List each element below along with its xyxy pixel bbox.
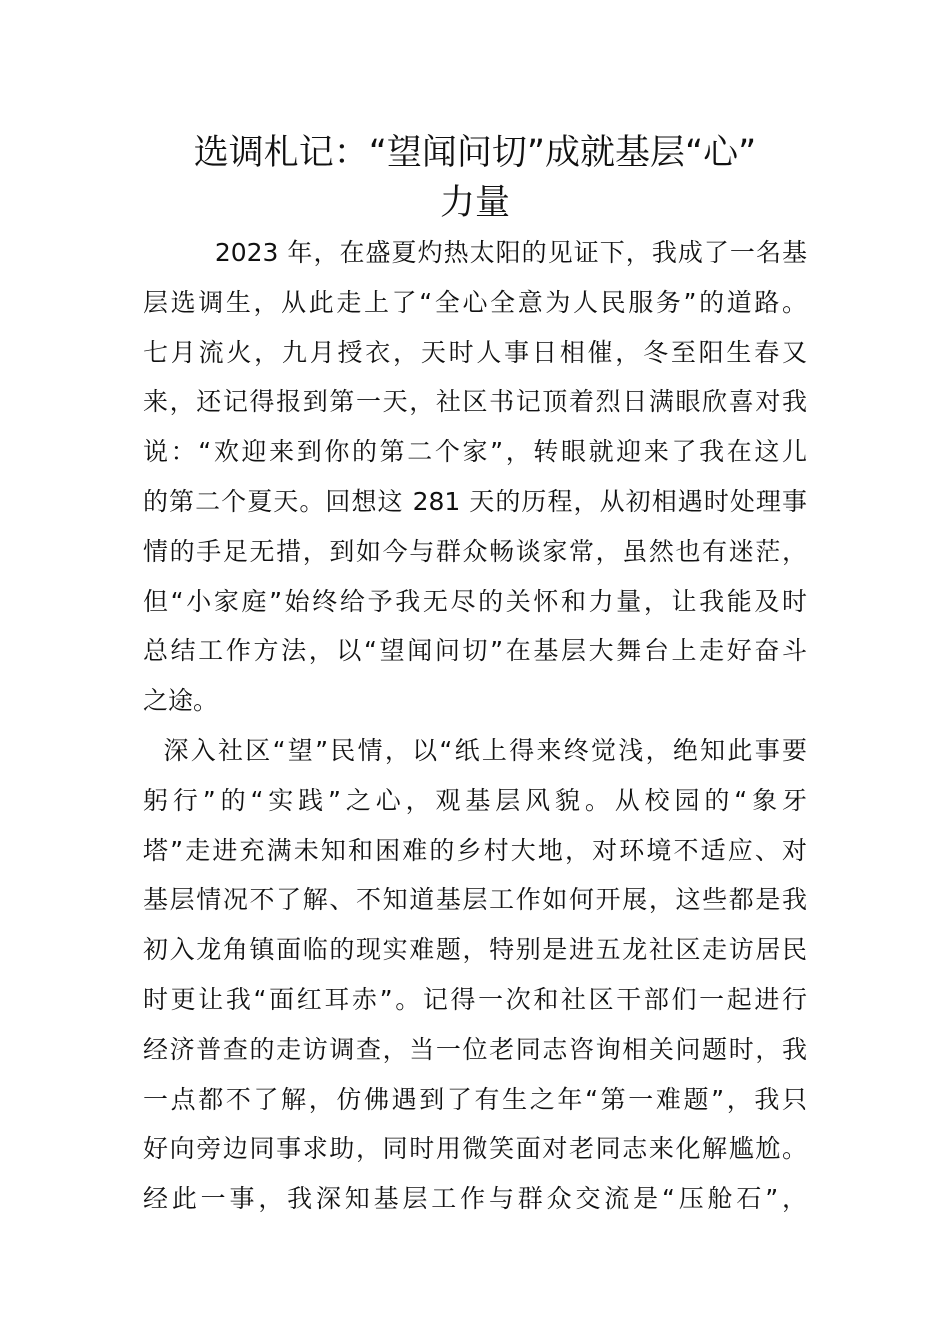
paragraph-line: 躬行”的“实践”之心，观基层风貌。从校园的“象牙 [143, 785, 807, 815]
paragraph-line: 塔”走进充满未知和困难的乡村大地，对环境不适应、对 [143, 835, 807, 865]
paragraph-line: 之途。 [143, 686, 219, 716]
paragraph-line: 但“小家庭”始终给予我无尽的关怀和力量，让我能及时 [143, 586, 807, 616]
paragraph-1 [143, 228, 807, 726]
paragraph-line: 好向旁边同事求助，同时用微笑面对老同志来化解尴尬。 [143, 1134, 807, 1164]
paragraph-line: 深入社区“望”民情，以“纸上得来终觉浅，绝知此事要 [143, 735, 807, 765]
paragraph-line: 层选调生，从此走上了“全心全意为人民服务”的道路。 [143, 287, 807, 317]
paragraph-line: 经济普查的走访调查，当一位老同志咨询相关问题时，我 [143, 1034, 807, 1064]
paragraph-line: 总结工作方法，以“望闻问切”在基层大舞台上走好奋斗 [143, 636, 807, 666]
paragraph-line: 时更让我“面红耳赤”。记得一次和社区干部们一起进行 [143, 984, 807, 1014]
paragraph-line: 2023 年，在盛夏灼热太阳的见证下，我成了一名基 [143, 238, 807, 267]
title-line-1: 选调札记：“望闻问切”成就基层“心” [193, 133, 757, 173]
paragraph-line: 情的手足无措，到如今与群众畅谈家常，虽然也有迷茫， [143, 536, 807, 566]
paragraph-line: 说：“欢迎来到你的第二个家”，转眼就迎来了我在这儿 [143, 437, 807, 467]
paragraph-line: 来，还记得报到第一天，社区书记顶着烈日满眼欣喜对我 [143, 387, 807, 417]
title-line-2: 力量 [439, 182, 510, 223]
paragraph-line: 初入龙角镇面临的现实难题，特别是进五龙社区走访居民 [143, 935, 807, 965]
document-body [143, 228, 807, 1224]
paragraph-line: 的第二个夏天。回想这 281 天的历程，从初相遇时处理事 [143, 486, 807, 516]
paragraph-line: 七月流火，九月授衣，天时人事日相催，冬至阳生春又 [143, 337, 807, 367]
document-title [140, 128, 810, 228]
paragraph-line: 一点都不了解，仿佛遇到了有生之年“第一难题”，我只 [143, 1084, 807, 1114]
paragraph-line: 经此一事，我深知基层工作与群众交流是“压舱石”， [143, 1184, 807, 1214]
paragraph-line: 基层情况不了解、不知道基层工作如何开展，这些都是我 [143, 885, 807, 915]
paragraph-2 [143, 726, 807, 1224]
